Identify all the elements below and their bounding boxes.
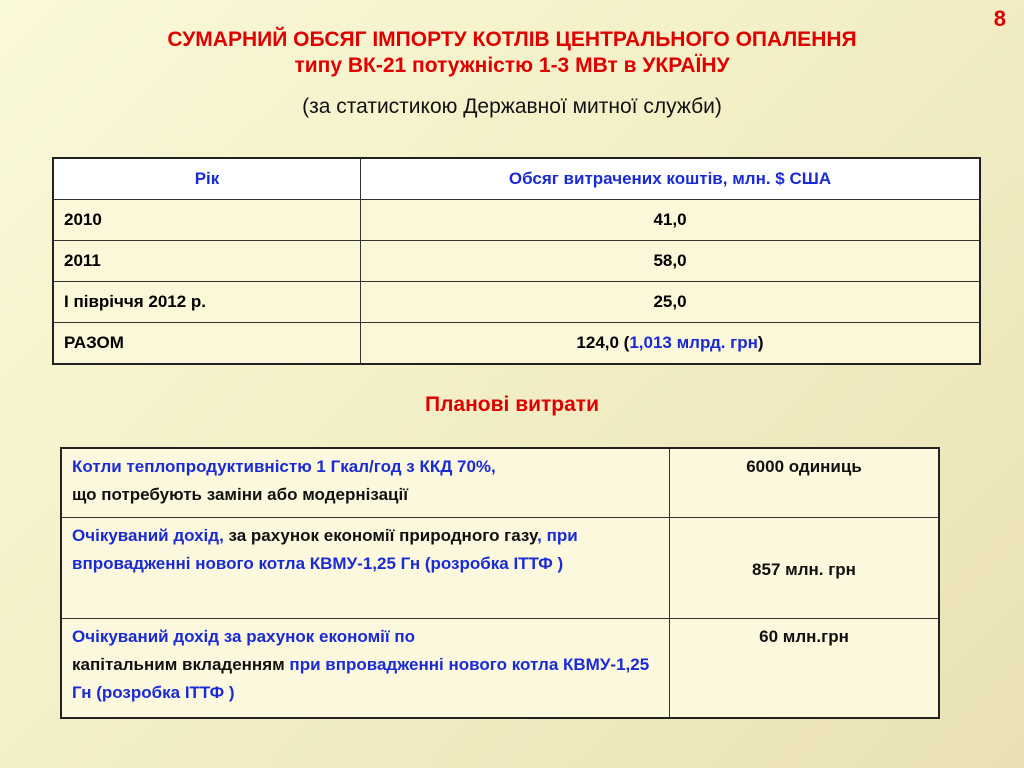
total-uah: 1,013 млрд. грн (629, 333, 758, 352)
new-boiler-text: , при впровадженні нового котла КВМУ-1,25 Гн (розробка ІТТФ ) (72, 526, 578, 573)
year-cell: 2011 (53, 241, 361, 282)
table-row (61, 619, 939, 719)
import-table (52, 157, 981, 365)
new-boiler-text: при впровадженні нового котла КВМУ-1,25 Гн (розробка ІТТФ ) (72, 655, 650, 702)
page-title-line2: типу ВК-21 потужністю 1-3 МВт в УКРАЇНУ (294, 54, 730, 77)
table-row (53, 282, 980, 323)
table-row (61, 448, 939, 518)
capital-income-value: 60 млн.грн (670, 619, 940, 719)
slide-number: 8 (993, 6, 1006, 31)
description-cell (61, 518, 670, 619)
planned-table (60, 447, 940, 719)
year-cell: І півріччя 2012 р. (53, 282, 361, 323)
capital-investment-text: капітальним вкладенням (72, 655, 285, 674)
table-header-row (53, 158, 980, 200)
boilers-description: Котли теплопродуктивністю 1 Гкал/год з ККД 70%, (72, 457, 496, 476)
page-title: СУМАРНИЙ ОБСЯГ ІМПОРТУ КОТЛІВ ЦЕНТРАЛЬНОГО ОПАЛЕННЯ (167, 28, 857, 51)
boilers-count: 6000 одиниць (670, 448, 940, 518)
expected-income-label: Очікуваний дохід, (72, 526, 224, 545)
amount-cell: 58,0 (361, 241, 981, 282)
total-suffix: ) (757, 333, 764, 352)
amount-cell: 25,0 (361, 282, 981, 323)
description-cell (61, 619, 670, 719)
column-header-year: Рік (53, 158, 361, 200)
amount-cell: 41,0 (361, 200, 981, 241)
table-total-row (53, 323, 980, 365)
table-row (53, 241, 980, 282)
gas-savings-text: за рахунок економії природного газу (223, 526, 538, 545)
year-cell: 2010 (53, 200, 361, 241)
description-cell (61, 448, 670, 518)
total-usd: 124,0 ( (576, 333, 630, 352)
gas-income-value: 857 млн. грн (670, 518, 940, 619)
total-label: РАЗОМ (53, 323, 361, 365)
column-header-amount: Обсяг витрачених коштів, млн. $ США (361, 158, 981, 200)
planned-costs-title: Планові витрати (424, 393, 599, 416)
boilers-description-cont: що потребують заміни або модернізації (72, 485, 408, 504)
table-row (53, 200, 980, 241)
page-subtitle: (за статистикою Державної митної служби) (302, 95, 722, 118)
table-row (61, 518, 939, 619)
capital-income-label: Очікуваний дохід за рахунок економії по (72, 627, 416, 646)
total-value (361, 323, 981, 365)
